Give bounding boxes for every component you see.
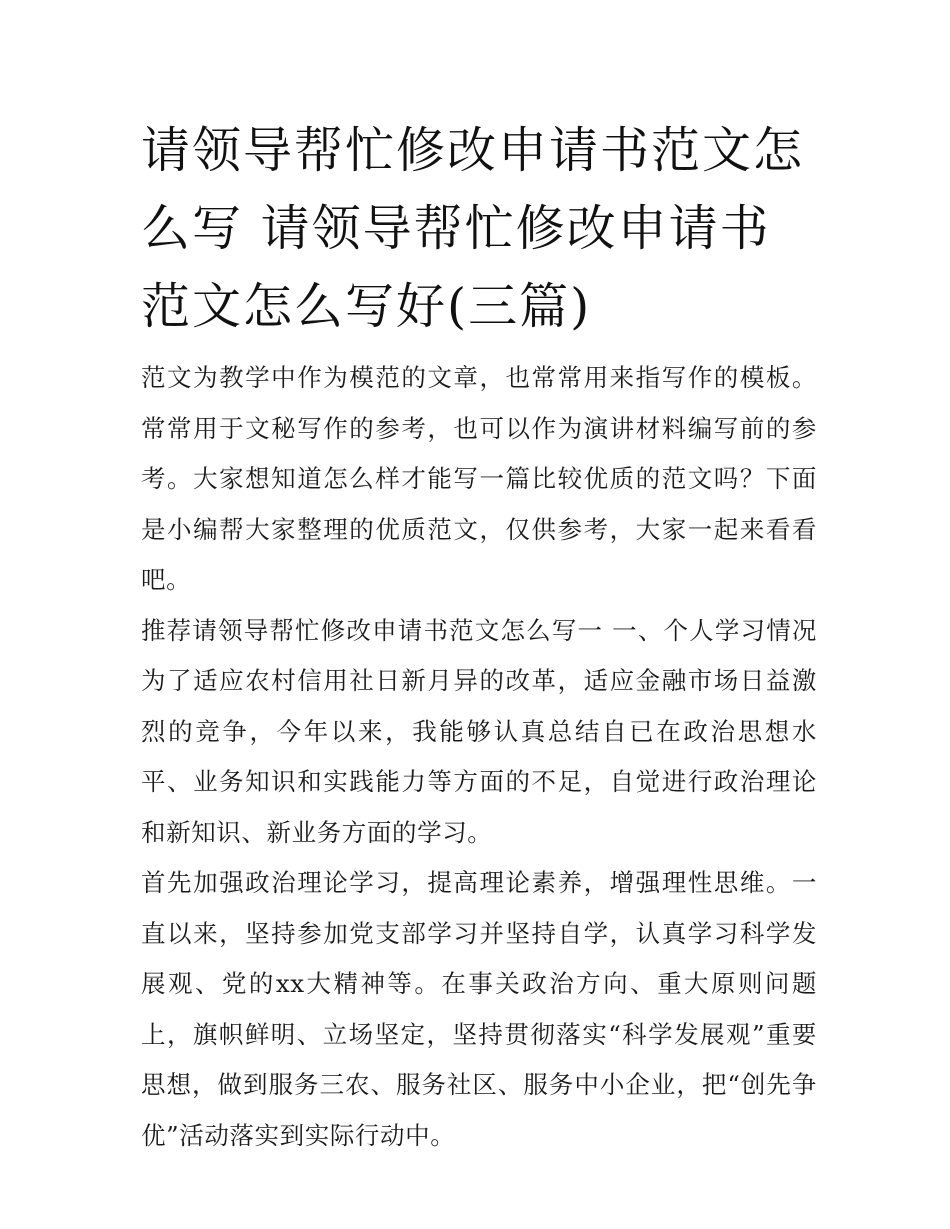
paragraph-study-situation: 推荐请领导帮忙修改申请书范文怎么写一 一、个人学习情况为了适应农村信用社日新月异的改革，适应金融市场日益激烈的竞争，今年以来，我能够认真总结自已在政治思想水平、业务知识和实践能力等方面的不足，自觉进行政治理论和新知识、新业务方面的学习。 bbox=[141, 615, 817, 847]
document-title: 请领导帮忙修改申请书范文怎么写 请领导帮忙修改申请书范文怎么写好(三篇) bbox=[141, 122, 805, 335]
paragraph-intro: 范文为教学中作为模范的文章，也常常用来指写作的模板。常常用于文秘写作的参考，也可以作为演讲材料编写前的参考。大家想知道怎么样才能写一篇比较优质的范文吗？下面是小编帮大家整理的优质范文，仅供参考，大家一起来看看吧。 bbox=[141, 363, 817, 594]
document-body bbox=[141, 353, 817, 1161]
paragraph-political-study: 首先加强政治理论学习，提高理论素养，增强理性思维。一直以来，坚持参加党支部学习并坚持自学，认真学习科学发展观、党的xx大精神等。在事关政治方向、重大原则问题上，旗帜鲜明、立场坚定，坚持贯彻落实“科学发展观”重要思想，做到服务三农、服务社区、服务中小企业，把“创先争优”活动落实到实际行动中。 bbox=[141, 868, 817, 1150]
